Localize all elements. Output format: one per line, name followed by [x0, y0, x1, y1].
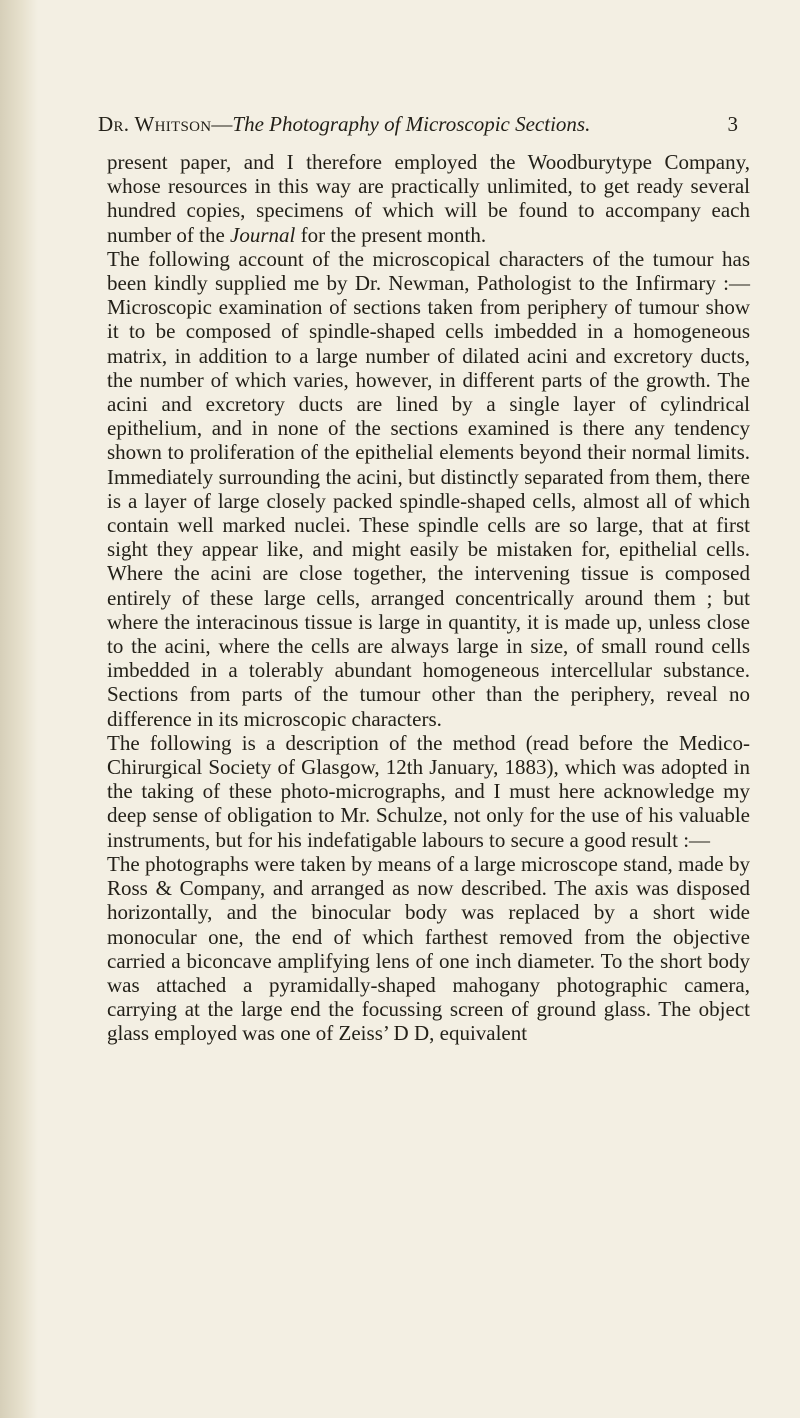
running-header [98, 112, 738, 137]
page-number: 3 [727, 112, 738, 136]
header-title: The Photography of Microscopic Sections. [232, 112, 591, 136]
paragraph-2: The following account of the microscopical characters of the tumour has been kindly supplied me by Dr. Newman, Pathologist to the Infirmary :—Microscopic examination of sections taken from periphery of tumour show it to be composed of spindle-shaped cells imbedded in a homogeneous matrix, in addition to a large number of dilated acini and excretory ducts, the number of which varies, however, in different parts of the growth. The acini and excretory ducts are lined by a single layer of cylindrical epithelium, and in none of the sections examined is there any tendency shown to proliferation of the epithelial elements beyond their normal limits. Immediately surrounding the acini, but distinctly separated from them, there is a layer of large closely packed spindle-shaped cells, almost all of which contain well marked nuclei. These spindle cells are so large, that at first sight they appear like, and might easily be mistaken for, epithelial cells. Where the acini are close together, the intervening tissue is composed entirely of these large cells, arranged concentrically around them ; but where the interacinous tissue is large in quantity, it is made up, unless close to the acini, where the cells are always large in size, of small round cells imbedded in a tolerably abundant homogeneous intercellular substance. Sections from parts of the tumour other than the periphery, reveal no difference in its microscopic characters. [107, 246, 750, 731]
body-text [107, 150, 750, 1046]
paragraph-1-text: present paper, and I therefore employed the Woodburytype Company, whose resources in this way are practically unlimited, to get ready several hundred copies, specimens of which will be found to accompany each number of the [107, 150, 750, 247]
paragraph-4: The photographs were taken by means of a large microscope stand, made by Ross & Company, and arranged as now described. The axis was disposed horizontally, and the binocular body was replaced by a short wide monocular one, the end of which farthest removed from the objective carried a biconcave amplifying lens of one inch diameter. To the short body was attached a pyramidally-shaped mahogany photographic camera, carrying at the large end the focussing screen of ground glass. The object glass employed was one of Zeiss’ D D, equivalent [107, 851, 750, 1046]
paragraph-1 [107, 150, 750, 247]
header-separator: — [211, 112, 233, 136]
paragraph-1-tail: for the present month. [295, 222, 487, 247]
paragraph-3: The following is a description of the method (read before the Medico-Chirurgical Society of Glasgow, 12th January, 1883), which was adopted in the taking of these photo-micrographs, and I must here acknowledge my deep sense of obligation to Mr. Schulze, not only for the use of his valuable instruments, but for his indefatigable labours to secure a good result :— [107, 730, 750, 852]
journal-italic: Journal [230, 222, 296, 247]
page-edge-shadow [0, 0, 38, 1418]
header-author: Dr. Whitson [98, 112, 212, 136]
